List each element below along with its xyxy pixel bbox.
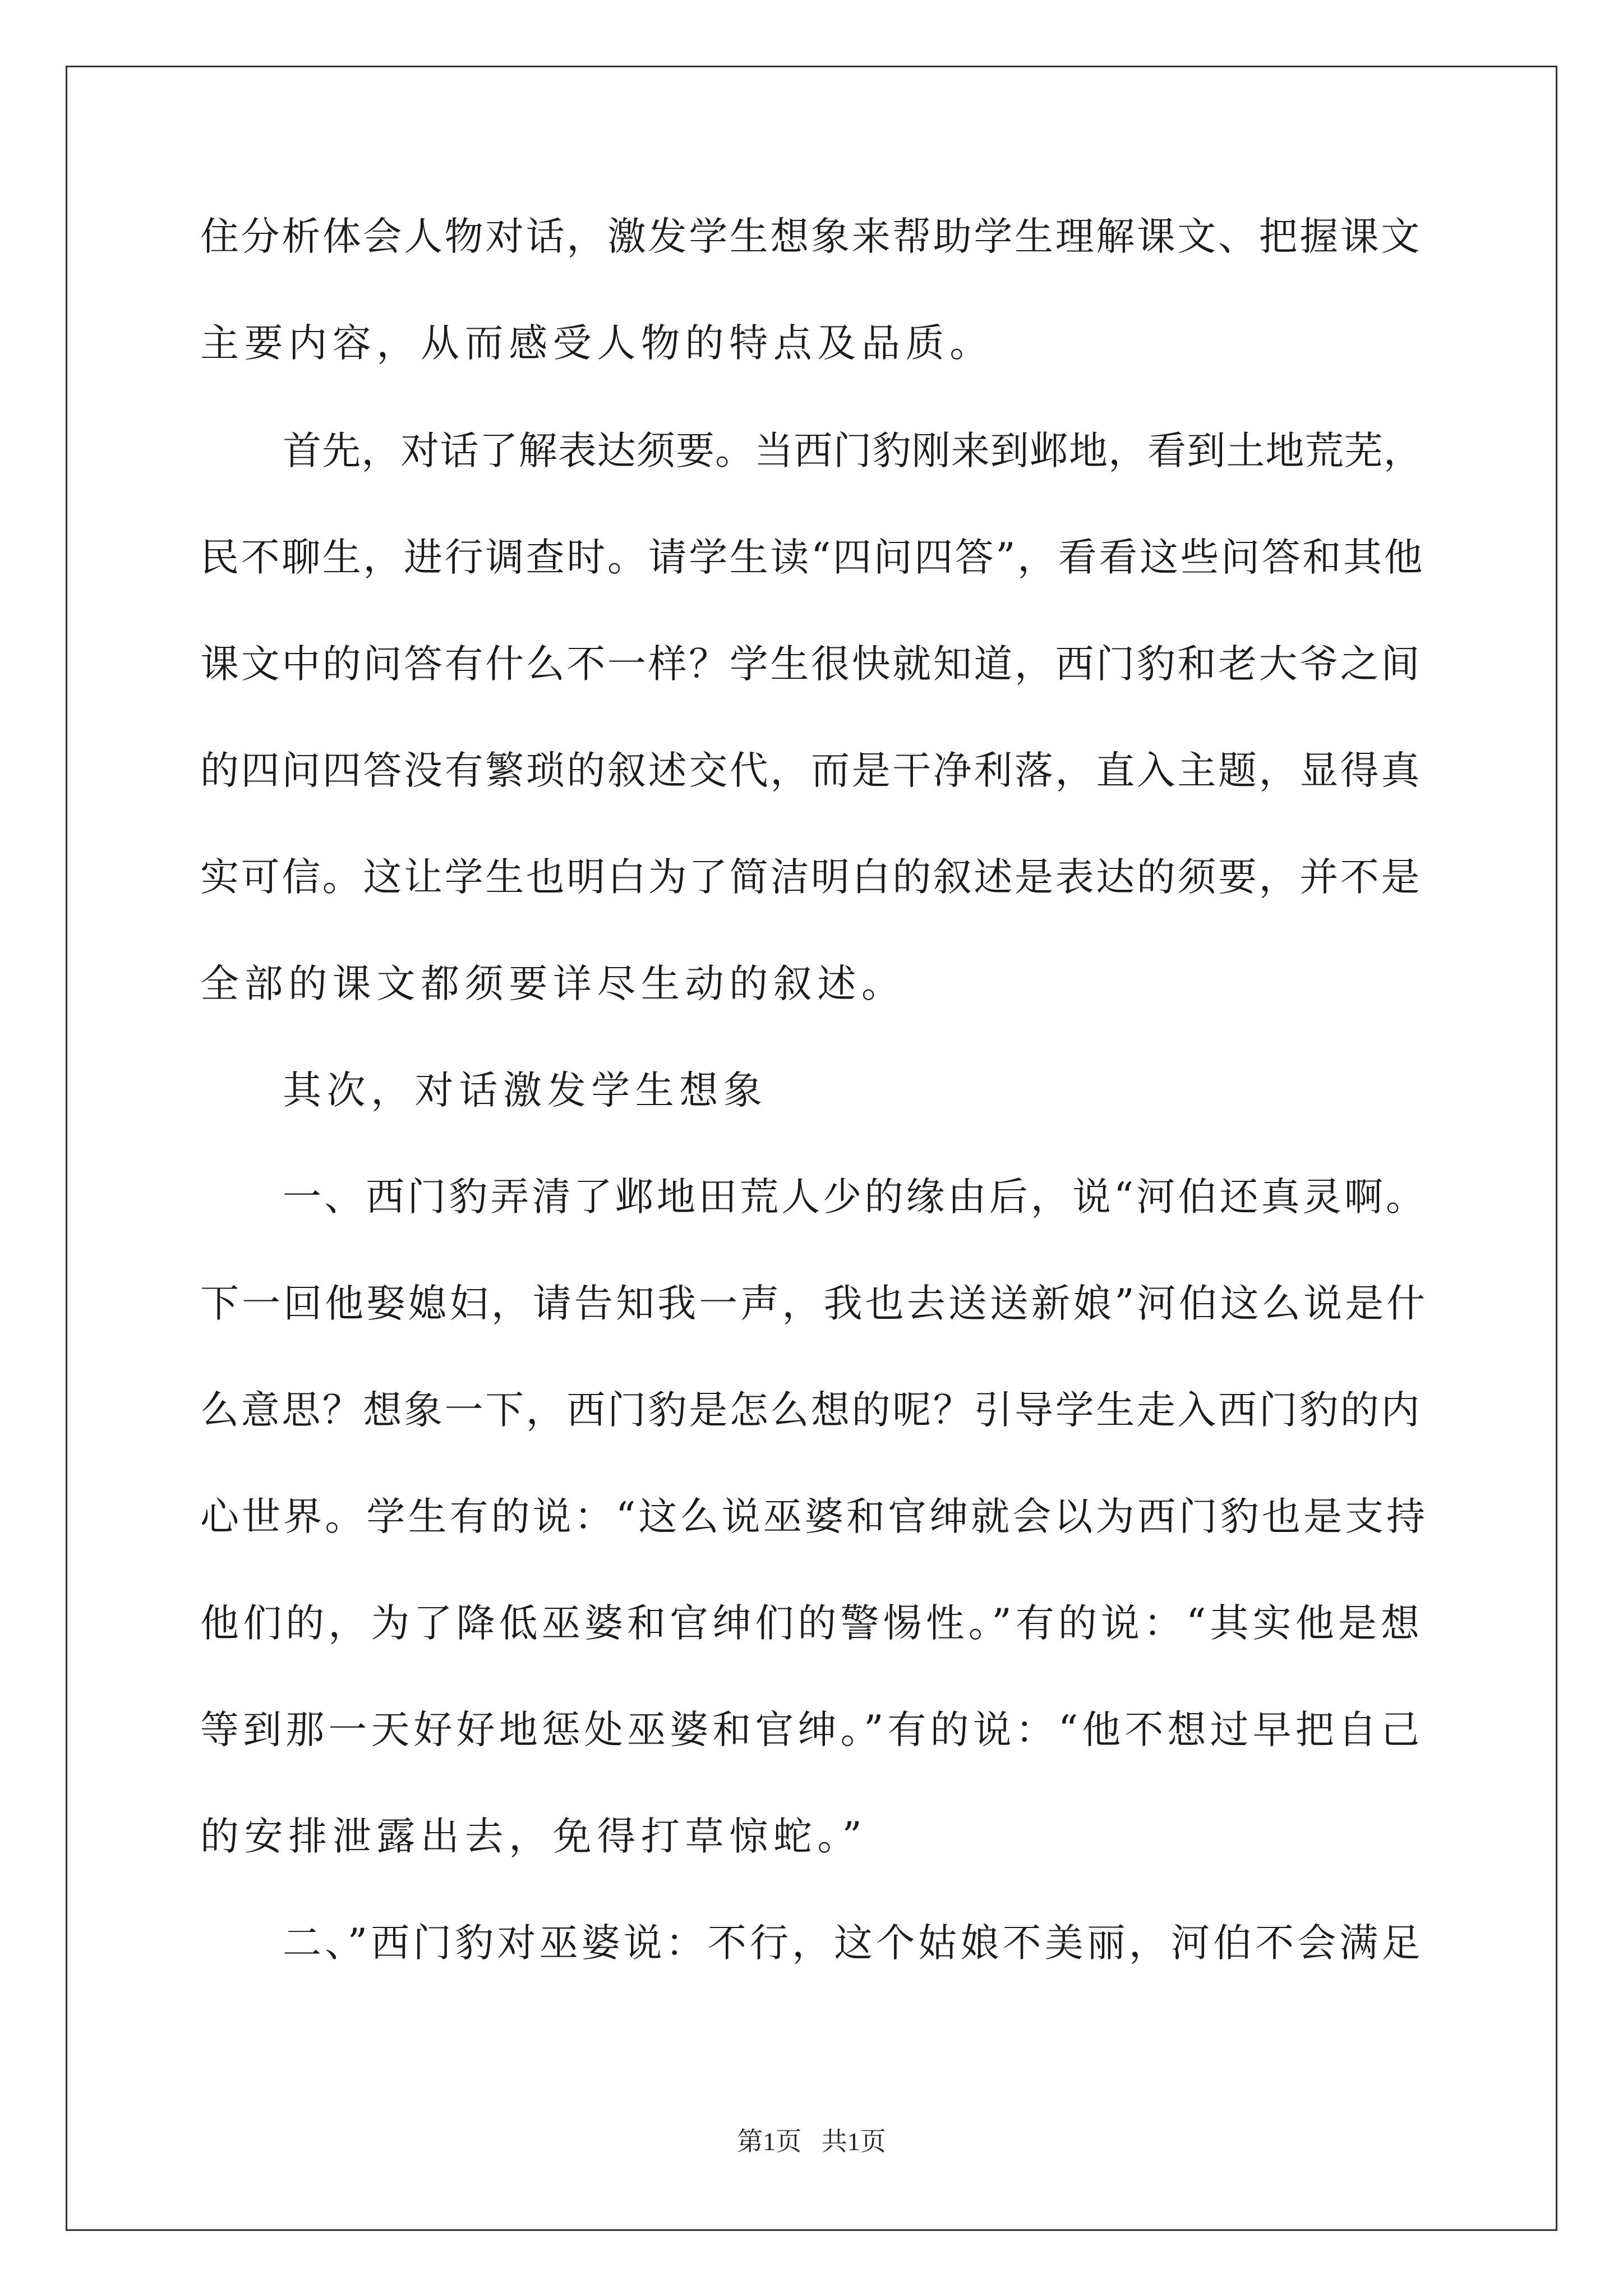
page-number: 第1页: [737, 2127, 802, 2156]
text-line: 实可信。这让学生也明白为了简洁明白的叙述是表达的须要，并不是: [200, 855, 1422, 900]
text-line: 么意思？想象一下，西门豹是怎么想的呢？引导学生走入西门豹的内: [200, 1388, 1422, 1433]
text-line: 民不聊生，进行调查时。请学生读“四问四答”，看看这些问答和其他: [200, 535, 1425, 580]
paragraph-start-line: 二、”西门豹对巫婆说：不行，这个姑娘不美丽，河伯不会满足: [283, 1921, 1424, 1966]
paragraph-start-line: 一、西门豹弄清了邺地田荒人少的缘由后，说“河伯还真灵啊。: [283, 1175, 1428, 1220]
text-line: 下一回他娶媳妇，请告知我一声，我也去送送新娘”河伯这么说是什: [200, 1281, 1428, 1326]
text-line: 全部的课文都须要详尽生动的叙述。: [200, 961, 906, 1006]
text-line: 课文中的问答有什么不一样？学生很快就知道，西门豹和老大爷之间: [200, 642, 1422, 687]
page-border: [66, 66, 1557, 2231]
paragraph-start-line: 其次，对话激发学生想象: [283, 1068, 768, 1113]
text-line: 等到那一天好好地惩处巫婆和官绅。”有的说：“他不想过早把自己: [200, 1708, 1424, 1752]
page-footer: [0, 2125, 1623, 2159]
text-line: 的四问四答没有繁琐的叙述交代，而是干净利落，直入主题，显得真: [200, 748, 1422, 793]
text-line: 的安排泄露出去，免得打草惊蛇。”: [200, 1814, 868, 1859]
page-total: 共1页: [821, 2127, 886, 2156]
text-line: 主要内容，从而感受人物的特点及品质。: [200, 321, 994, 366]
text-line: 住分析体会人物对话，激发学生想象来帮助学生理解课文、把握课文: [200, 214, 1422, 259]
paragraph-start-line: 首先，对话了解表达须要。当西门豹刚来到邺地，看到土地荒芜，: [283, 429, 1423, 473]
text-line: 心世界。学生有的说：“这么说巫婆和官绅就会以为西门豹也是支持: [200, 1494, 1428, 1539]
text-line: 他们的，为了降低巫婆和官绅们的警惕性。”有的说：“其实他是想: [200, 1601, 1424, 1646]
